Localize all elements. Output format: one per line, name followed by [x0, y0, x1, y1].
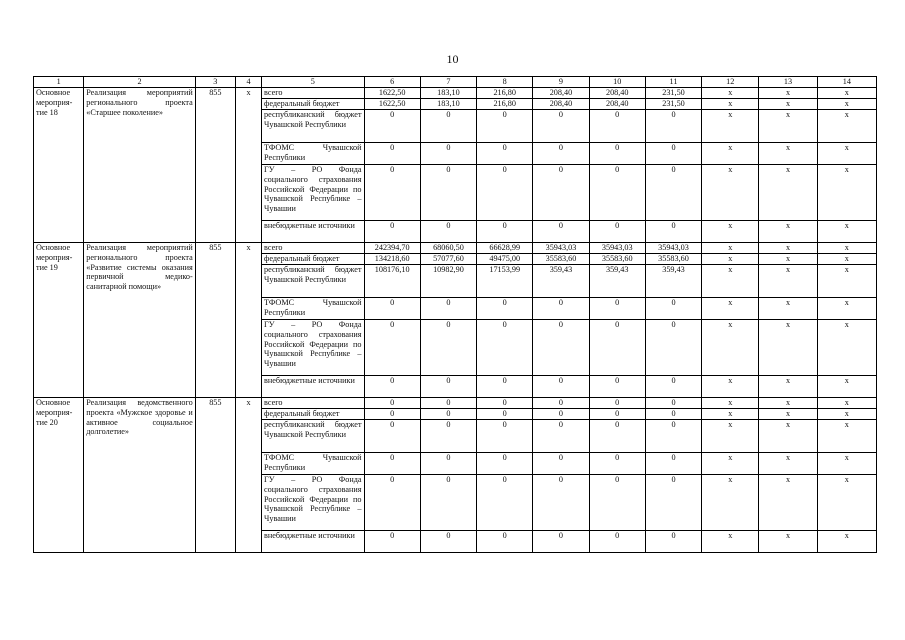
value-cell: 0 [589, 298, 645, 320]
value-cell: 108176,10 [364, 265, 420, 298]
group-mark-cell: х [235, 243, 261, 398]
value-cell: х [817, 531, 876, 553]
value-cell: 0 [533, 531, 589, 553]
value-cell: 183,10 [420, 88, 476, 99]
value-cell: 0 [589, 110, 645, 143]
value-cell: 49475,00 [477, 254, 533, 265]
table-row [34, 88, 877, 99]
funding-source-cell: внебюджетные источники [262, 221, 364, 243]
value-cell: 0 [533, 376, 589, 398]
header-cell: 8 [477, 77, 533, 88]
value-cell: 208,40 [533, 99, 589, 110]
funding-source-cell: республиканский бюджет Чувашской Республики [262, 420, 364, 453]
value-cell: 0 [589, 143, 645, 165]
value-cell: 0 [420, 165, 476, 221]
value-cell: 0 [533, 453, 589, 475]
value-cell: х [817, 376, 876, 398]
value-cell: 0 [645, 376, 701, 398]
group-name-cell: Основное мероприя-тие 20 [34, 398, 84, 553]
value-cell: 0 [533, 298, 589, 320]
value-cell: х [759, 420, 817, 453]
value-cell: 0 [645, 110, 701, 143]
funding-source-cell: республиканский бюджет Чувашской Республики [262, 265, 364, 298]
funding-source-cell: всего [262, 243, 364, 254]
value-cell: 57077,60 [420, 254, 476, 265]
header-cell: 3 [195, 77, 235, 88]
value-cell: 0 [477, 475, 533, 531]
value-cell: х [817, 221, 876, 243]
value-cell: 0 [477, 320, 533, 376]
value-cell: х [817, 243, 876, 254]
value-cell: 0 [645, 298, 701, 320]
header-cell: 5 [262, 77, 364, 88]
value-cell: 68060,50 [420, 243, 476, 254]
value-cell: х [702, 165, 759, 221]
value-cell: 231,50 [645, 99, 701, 110]
value-cell: 0 [364, 221, 420, 243]
value-cell: х [817, 165, 876, 221]
value-cell: 0 [645, 398, 701, 409]
header-cell: 7 [420, 77, 476, 88]
value-cell: х [759, 298, 817, 320]
value-cell: 0 [364, 453, 420, 475]
value-cell: 0 [645, 320, 701, 376]
value-cell: 35583,60 [533, 254, 589, 265]
header-cell: 13 [759, 77, 817, 88]
value-cell: 0 [533, 420, 589, 453]
value-cell: 0 [420, 376, 476, 398]
value-cell: 208,40 [589, 88, 645, 99]
value-cell: х [817, 88, 876, 99]
value-cell: 10982,90 [420, 265, 476, 298]
value-cell: х [759, 376, 817, 398]
value-cell: 0 [420, 475, 476, 531]
value-cell: 35583,60 [589, 254, 645, 265]
value-cell: 0 [477, 165, 533, 221]
value-cell: 0 [645, 453, 701, 475]
header-cell: 12 [702, 77, 759, 88]
value-cell: 0 [533, 143, 589, 165]
funding-source-cell: ГУ – РО Фонда социального страхования Российской Федерации по Чувашской Республике – Чувашии [262, 475, 364, 531]
value-cell: 0 [477, 143, 533, 165]
value-cell: 183,10 [420, 99, 476, 110]
header-cell: 11 [645, 77, 701, 88]
value-cell: х [759, 265, 817, 298]
value-cell: х [702, 531, 759, 553]
value-cell: 0 [420, 221, 476, 243]
value-cell: 35943,03 [589, 243, 645, 254]
value-cell: 0 [645, 143, 701, 165]
value-cell: 0 [589, 320, 645, 376]
value-cell: 0 [364, 376, 420, 398]
group-code-cell: 855 [195, 88, 235, 243]
value-cell: 0 [364, 398, 420, 409]
value-cell: 0 [364, 110, 420, 143]
value-cell: 0 [533, 409, 589, 420]
value-cell: х [759, 409, 817, 420]
header-cell: 6 [364, 77, 420, 88]
funding-source-cell: федеральный бюджет [262, 409, 364, 420]
value-cell: 359,43 [533, 265, 589, 298]
value-cell: х [702, 376, 759, 398]
value-cell: 0 [477, 376, 533, 398]
value-cell: х [759, 453, 817, 475]
value-cell: х [817, 298, 876, 320]
value-cell: 35943,03 [533, 243, 589, 254]
value-cell: 0 [477, 409, 533, 420]
value-cell: 17153,99 [477, 265, 533, 298]
value-cell: 0 [589, 221, 645, 243]
value-cell: х [759, 221, 817, 243]
value-cell: х [702, 320, 759, 376]
value-cell: х [702, 409, 759, 420]
value-cell: х [702, 398, 759, 409]
value-cell: х [702, 254, 759, 265]
value-cell: 0 [645, 420, 701, 453]
value-cell: 0 [364, 531, 420, 553]
value-cell: 0 [364, 475, 420, 531]
funding-source-cell: внебюджетные источники [262, 376, 364, 398]
value-cell: х [759, 88, 817, 99]
header-cell: 9 [533, 77, 589, 88]
value-cell: 0 [477, 221, 533, 243]
value-cell: 216,80 [477, 88, 533, 99]
value-cell: 0 [589, 409, 645, 420]
value-cell: 0 [645, 221, 701, 243]
group-name-cell: Основное мероприя-тие 18 [34, 88, 84, 243]
funding-source-cell: всего [262, 88, 364, 99]
funding-source-cell: ГУ – РО Фонда социального страхования Российской Федерации по Чувашской Республике – Чувашии [262, 320, 364, 376]
value-cell: 0 [645, 475, 701, 531]
value-cell: х [702, 143, 759, 165]
value-cell: 0 [533, 475, 589, 531]
value-cell: х [759, 254, 817, 265]
value-cell: 0 [420, 409, 476, 420]
value-cell: 0 [420, 110, 476, 143]
value-cell: х [817, 143, 876, 165]
value-cell: 0 [645, 531, 701, 553]
value-cell: 208,40 [533, 88, 589, 99]
value-cell: 0 [364, 143, 420, 165]
funding-source-cell: всего [262, 398, 364, 409]
funding-source-cell: ТФОМС Чувашской Республики [262, 453, 364, 475]
value-cell: х [702, 265, 759, 298]
value-cell: 0 [589, 420, 645, 453]
value-cell: х [702, 420, 759, 453]
value-cell: 0 [420, 420, 476, 453]
value-cell: 0 [533, 320, 589, 376]
value-cell: 0 [364, 420, 420, 453]
value-cell: 0 [477, 110, 533, 143]
value-cell: 0 [533, 398, 589, 409]
value-cell: 134218,60 [364, 254, 420, 265]
value-cell: х [817, 110, 876, 143]
value-cell: х [817, 398, 876, 409]
header-cell: 4 [235, 77, 261, 88]
group-code-cell: 855 [195, 398, 235, 553]
value-cell: х [759, 165, 817, 221]
value-cell: х [817, 453, 876, 475]
header-cell: 2 [84, 77, 196, 88]
funding-source-cell: республиканский бюджет Чувашской Республики [262, 110, 364, 143]
value-cell: х [702, 99, 759, 110]
value-cell: 0 [420, 298, 476, 320]
table-row [34, 243, 877, 254]
financing-table [33, 76, 877, 553]
funding-source-cell: ТФОМС Чувашской Республики [262, 298, 364, 320]
value-cell: 0 [589, 398, 645, 409]
value-cell: х [759, 243, 817, 254]
funding-source-cell: внебюджетные источники [262, 531, 364, 553]
value-cell: х [817, 409, 876, 420]
value-cell: х [817, 254, 876, 265]
value-cell: 0 [477, 298, 533, 320]
value-cell: 0 [420, 531, 476, 553]
value-cell: х [759, 320, 817, 376]
group-code-cell: 855 [195, 243, 235, 398]
value-cell: х [702, 243, 759, 254]
group-mark-cell: х [235, 398, 261, 553]
value-cell: 35943,03 [645, 243, 701, 254]
value-cell: х [759, 531, 817, 553]
value-cell: 0 [477, 453, 533, 475]
value-cell: х [702, 88, 759, 99]
value-cell: 0 [477, 398, 533, 409]
header-cell: 14 [817, 77, 876, 88]
group-desc-cell: Реализация мероприятий регионального проекта «Развитие системы оказания первичной медико-санитарной помощи» [84, 243, 196, 398]
table-row [34, 398, 877, 409]
funding-source-cell: ГУ – РО Фонда социального страхования Российской Федерации по Чувашской Республике – Чувашии [262, 165, 364, 221]
value-cell: 0 [533, 221, 589, 243]
value-cell: х [702, 475, 759, 531]
value-cell: 0 [420, 320, 476, 376]
value-cell: 0 [589, 475, 645, 531]
value-cell: 66628,99 [477, 243, 533, 254]
value-cell: 208,40 [589, 99, 645, 110]
funding-source-cell: федеральный бюджет [262, 99, 364, 110]
value-cell: х [817, 265, 876, 298]
value-cell: 0 [533, 165, 589, 221]
value-cell: х [759, 110, 817, 143]
value-cell: х [759, 99, 817, 110]
value-cell: 0 [477, 420, 533, 453]
value-cell: 0 [420, 453, 476, 475]
value-cell: х [702, 221, 759, 243]
value-cell: 0 [364, 409, 420, 420]
value-cell: х [759, 398, 817, 409]
header-cell: 10 [589, 77, 645, 88]
header-cell: 1 [34, 77, 84, 88]
value-cell: х [759, 143, 817, 165]
value-cell: 0 [477, 531, 533, 553]
value-cell: 216,80 [477, 99, 533, 110]
value-cell: х [817, 320, 876, 376]
value-cell: 0 [420, 143, 476, 165]
value-cell: 0 [364, 298, 420, 320]
value-cell: х [702, 298, 759, 320]
value-cell: 35583,60 [645, 254, 701, 265]
value-cell: 0 [533, 110, 589, 143]
header-row [34, 77, 877, 88]
value-cell: 0 [645, 165, 701, 221]
value-cell: х [702, 453, 759, 475]
value-cell: 0 [589, 531, 645, 553]
group-desc-cell: Реализация мероприятий регионального проекта «Старшее поколение» [84, 88, 196, 243]
table-body [34, 77, 877, 553]
value-cell: х [702, 110, 759, 143]
funding-source-cell: федеральный бюджет [262, 254, 364, 265]
value-cell: 0 [420, 398, 476, 409]
value-cell: х [759, 475, 817, 531]
value-cell: 0 [364, 320, 420, 376]
value-cell: 231,50 [645, 88, 701, 99]
value-cell: х [817, 420, 876, 453]
page-number: 10 [446, 52, 459, 66]
value-cell: 0 [364, 165, 420, 221]
group-mark-cell: х [235, 88, 261, 243]
group-desc-cell: Реализация ведомственного проекта «Мужское здоровье и активное социальное долголетие» [84, 398, 196, 553]
value-cell: 242394,70 [364, 243, 420, 254]
value-cell: 0 [589, 165, 645, 221]
value-cell: 0 [645, 409, 701, 420]
group-name-cell: Основное мероприя-тие 19 [34, 243, 84, 398]
value-cell: 0 [589, 376, 645, 398]
funding-source-cell: ТФОМС Чувашской Республики [262, 143, 364, 165]
value-cell: 1622,50 [364, 99, 420, 110]
value-cell: 359,43 [645, 265, 701, 298]
value-cell: 359,43 [589, 265, 645, 298]
value-cell: 0 [589, 453, 645, 475]
value-cell: 1622,50 [364, 88, 420, 99]
value-cell: х [817, 99, 876, 110]
value-cell: х [817, 475, 876, 531]
